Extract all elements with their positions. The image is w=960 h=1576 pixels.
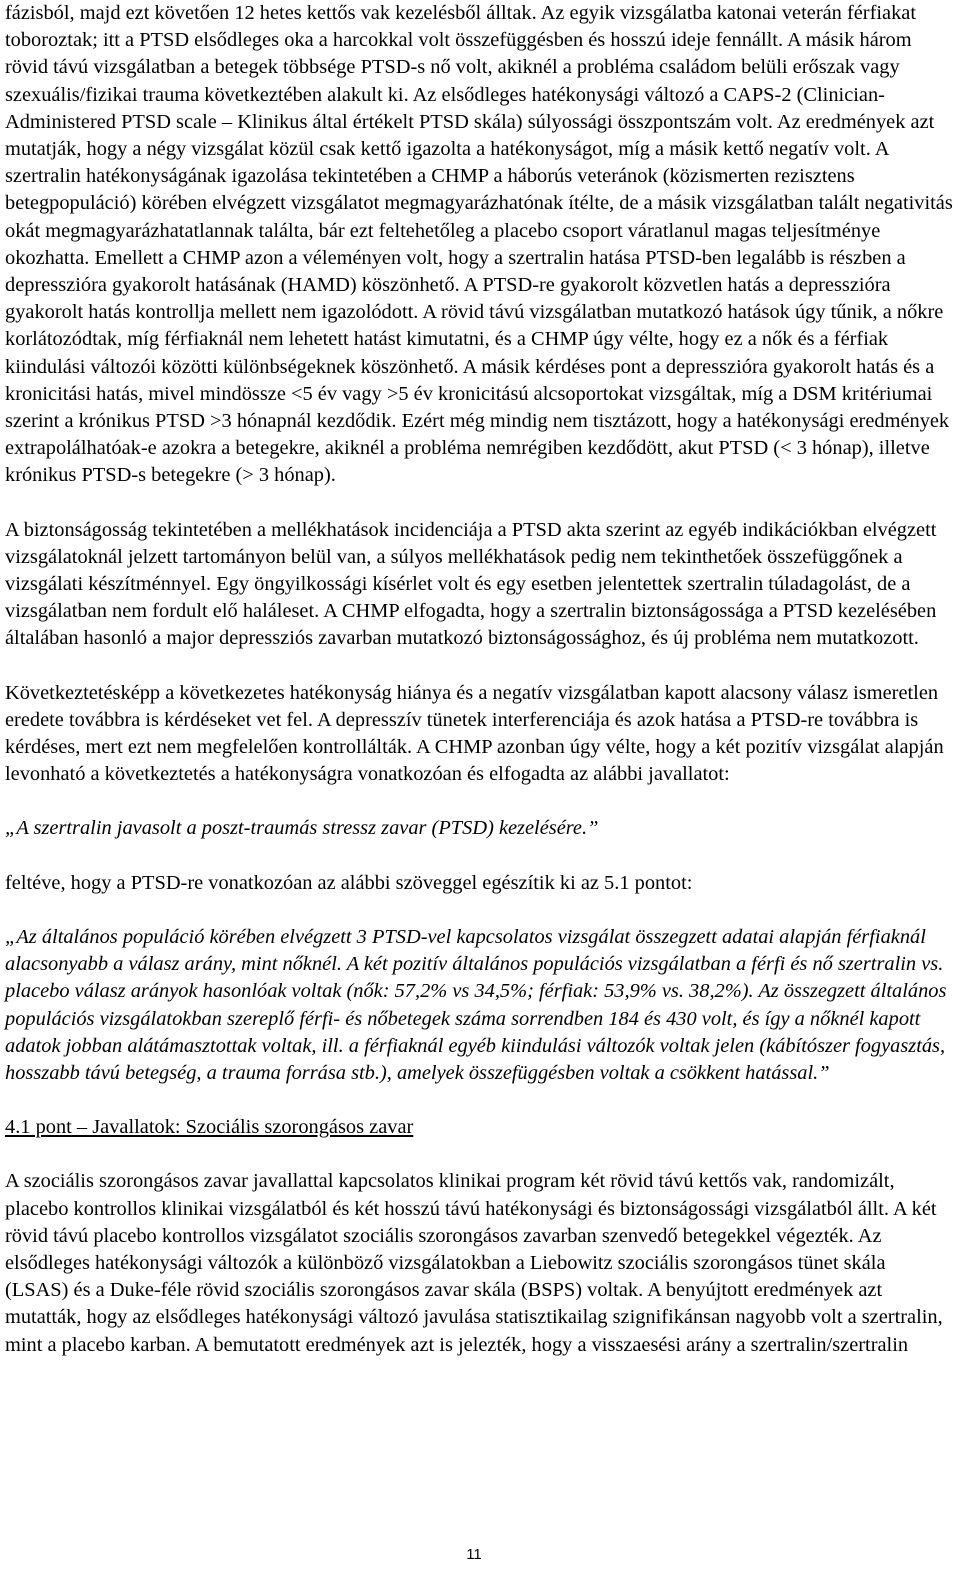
- quote-indication: „A szertralin javasolt a poszt-traumás stressz zavar (PTSD) kezelésére.”: [5, 817, 599, 840]
- paragraph-condition: feltéve, hogy a PTSD-re vonatkozóan az alábbi szöveggel egészítik ki az 5.1 pontot:: [5, 871, 693, 894]
- paragraph-ptsd-safety: A biztonságosság tekintetében a mellékhatások incidenciája a PTSD akta szerint az egyéb indikációkban elvégzett vizsgálatoknál jelzett tartományon belül van, a súlyos mellékhatások pedig nem tekinthetőek összefüggőnek a vizsgálati készítménnyel. Egy öngyilkossági kísérlet volt és egy esetben jelentettek szertralin túladagolást, de a vizsgálatban nem fordult elő haláleset. A CHMP elfogadta, hogy a szertralin biztonságossága a PTSD kezelésében általában hasonló a major depressziós zavarban mutatkozó biztonságossághoz, és új probléma nem mutatkozott.: [5, 518, 937, 650]
- paragraph-ptsd-efficacy: fázisból, majd ezt követően 12 hetes kettős vak kezelésből álltak. Az egyik vizsgálatba katonai veterán férfiakat toboroztak; itt a PTSD elsődleges oka a harcokkal volt összefüggésben és hosszú ideje fennállt. A másik három rövid távú vizsgálatban a betegek többsége PTSD-s nő volt, akiknél a probléma családom belüli erőszak vagy szexuális/fizikai trauma következtében alakult ki. Az elsődleges hatékonysági változó a CAPS-2 (Clinician-Administered PTSD scale – Klinikus által értékelt PTSD skála) súlyossági összpontszám volt. Az eredmények azt mutatják, hogy a négy vizsgálat közül csak kettő igazolta a hatékonyságot, míg a másik kettő negatív volt. A szertralin hatékonyságának igazolása tekintetében a CHMP a háborús veteránok (közismerten rezisztens betegpopuláció) körében elvégzett vizsgálatot megmagyarázhatónak ítélte, de a másik vizsgálatban talált negativitás okát megmagyarázhatatlannak találta, bár ezt feltehetőleg a placebo csoport váratlanul magas teljesítménye okozhatta. Emellett a CHMP azon a véleményen volt, hogy a szertralin hatása PTSD-ben legalább is részben a depresszióra gyakorolt hatásának (HAMD) köszönhető. A PTSD-re gyakorolt közvetlen hatás a depresszióra gyakorolt hatás kontrollja mellett nem igazolódott. A rövid távú vizsgálatban mutatkozó hatások úgy tűnik, a nőkre korlátozódtak, míg férfiaknál nem lehetett hatást kimutatni, és a CHMP úgy vélte, hogy ez a nők és a férfiak kiindulási változói közötti különbségeknek köszönhető. A másik kérdéses pont a depresszióra gyakorolt hatás és a kronicitási hatás, mivel mindössze <5 év vagy >5 év kronicitású alcsoportokat vizsgáltak, míg a DSM kritériumai szerint a krónikus PTSD >3 hónapnál kezdődik. Ezért még mindig nem tisztázott, hogy a hatékonysági eredmények extrapolálhatóak-e azokra a betegekre, akiknél a probléma nemrégiben kezdődött, akut PTSD (< 3 hónap), illetve krónikus PTSD-s betegekre (> 3 hónap).: [5, 2, 953, 487]
- paragraph-social-anxiety: A szociális szorongásos zavar javallattal kapcsolatos klinikai program két rövid távú kettős vak, randomizált, placebo kontrollos klinikai vizsgálatból és két hosszú távú hatékonysági és biztonságossági vizsgálatból állt. A két rövid távú placebo kontrollos vizsgálatot szociális szorongásos zavarban szenvedő betegekkel végezték. Az elsődleges hatékonysági változók a különböző vizsgálatokban a Liebowitz szociális szorongásos tünet skála (LSAS) és a Duke-féle rövid szociális szorongásos zavar skála (BSPS) voltak. A benyújtott eredmények azt mutatták, hogy az elsődleges hatékonysági változó javulása statisztikailag szignifikánsan nagyobb volt a szertralin, mint a placebo karban. A bemutatott eredmények azt is jelezték, hogy a visszaesési arány a szertralin/szertralin: [5, 1170, 943, 1356]
- section-heading: 4.1 pont – Javallatok: Szociális szorongásos zavar: [5, 1116, 414, 1139]
- page-number: 11: [466, 1546, 482, 1563]
- document-page: [5, 0, 953, 1359]
- quote-section-5-1: „Az általános populáció körében elvégzett 3 PTSD-vel kapcsolatos vizsgálat összegzett adatai alapján férfiaknál alacsonyabb a válasz arány, mint nőknél. A két pozitív általános populációs vizsgálatban a férfi és nő szertralin vs. placebo válasz arányok hasonlóak voltak (nők: 57,2% vs 34,5%; férfiak: 53,9% vs. 38,2%). Az összegzett általános populációs vizsgálatokban szereplő férfi- és nőbetegek száma sorrendben 184 és 430 volt, és így a nőknél kapott adatok jobban alátámasztottak voltak, ill. a férfiaknál egyéb kiindulási változók voltak jelen (kábítószer fogyasztás, hosszabb távú betegség, a trauma forrása stb.), amelyek összefüggésben voltak a csökkent hatással.”: [5, 925, 947, 1084]
- paragraph-conclusion: Következtetésképp a következetes hatékonyság hiánya és a negatív vizsgálatban kapott alacsony válasz ismeretlen eredete továbbra is kérdéseket vet fel. A depresszív tünetek interferenciája és azok hatása a PTSD-re továbbra is kérdéses, mert ezt nem megfelelően kontrollálták. A CHMP azonban úgy vélte, hogy a két pozitív vizsgálat alapján levonható a következtetés a hatékonyságra vonatkozóan és elfogadta az alábbi javallatot:: [5, 681, 944, 786]
